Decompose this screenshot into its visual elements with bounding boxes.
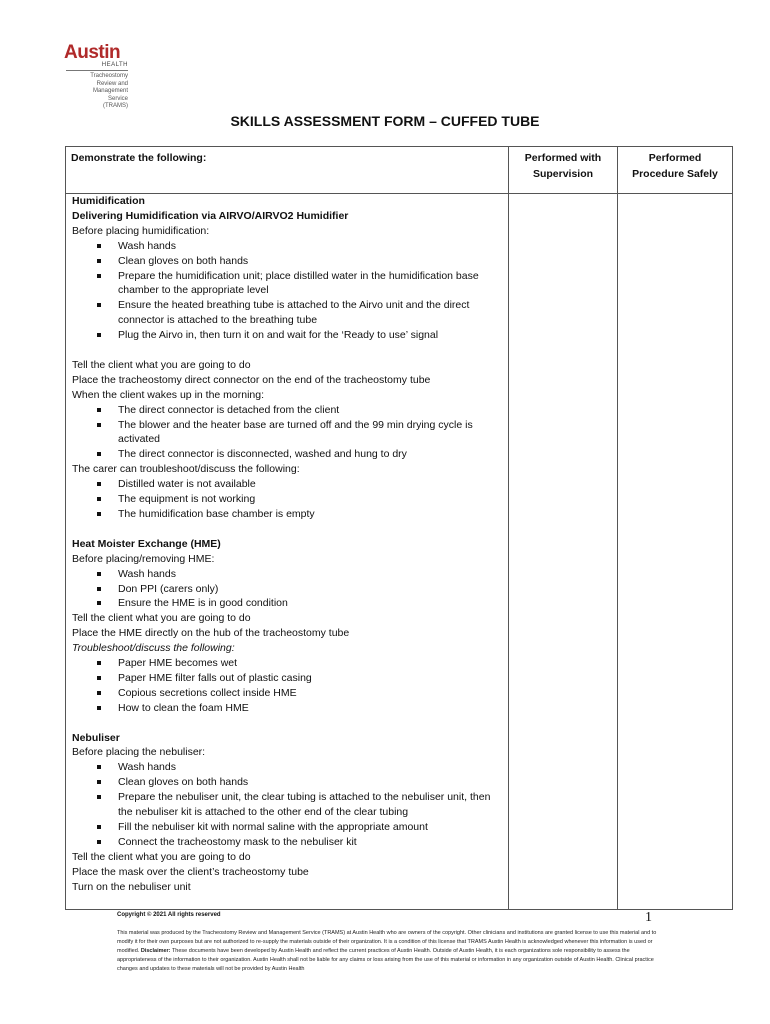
instruction-text: Turn on the nebuliser unit (72, 880, 191, 893)
logo-health-label: HEALTH (101, 62, 128, 68)
list-item: The equipment is not working (118, 492, 504, 507)
list-item: Wash hands (118, 567, 504, 582)
skills-list (72, 194, 504, 895)
bullet-list (72, 656, 504, 716)
logo-wordmark: Austin (64, 42, 121, 63)
list-item: Don PPI (carers only) (118, 582, 504, 597)
list-item: Ensure the HME is in good condition (118, 596, 504, 611)
instruction-text: Tell the client what you are going to do (72, 850, 251, 863)
logo-line: Tracheostomy (90, 73, 128, 79)
supervision-response-cell[interactable] (509, 194, 618, 910)
safely-response-cell[interactable] (618, 194, 733, 910)
list-item: The direct connector is disconnected, washed and hung to dry (118, 447, 504, 462)
list-item: Paper HME filter falls out of plastic casing (118, 671, 504, 686)
list-item: Plug the Airvo in, then turn it on and wait for the ‘Ready to use’ signal (118, 328, 504, 343)
disclaimer-label: Disclaimer: (140, 948, 171, 954)
section-heading-humidification: Humidification (72, 195, 145, 207)
footer-disclaimer (117, 929, 657, 974)
table-header-row (66, 147, 733, 194)
bullet-list (72, 567, 504, 612)
list-item: Wash hands (118, 239, 504, 254)
header-performed-safely: Performed Procedure Safely (618, 147, 733, 194)
list-item: The direct connector is detached from the client (118, 403, 504, 418)
logo-line: (TRAMS) (103, 103, 128, 109)
instruction-text: Tell the client what you are going to do (72, 358, 251, 371)
header-performed-with-supervision: Performed with Supervision (509, 147, 618, 194)
list-item: Prepare the nebuliser unit, the clear tubing is attached to the nebuliser unit, then the nebuliser kit is attached to the other end of the clear tubing (118, 790, 504, 820)
subheading-airvo: Delivering Humidification via AIRVO/AIRVO2 Humidifier (72, 209, 349, 222)
instruction-text: Place the mask over the client’s tracheostomy tube (72, 865, 309, 878)
instruction-text: Place the tracheostomy direct connector on the end of the tracheostomy tube (72, 373, 431, 386)
header-demonstrate: Demonstrate the following: (66, 147, 509, 194)
list-item: The blower and the heater base are turned off and the 99 min drying cycle is activated (118, 418, 504, 448)
list-item: Clean gloves on both hands (118, 775, 504, 790)
instruction-text: Before placing/removing HME: (72, 552, 215, 565)
instruction-text: Before placing the nebuliser: (72, 746, 206, 759)
bullet-list (72, 760, 504, 849)
instruction-text: Place the HME directly on the hub of the tracheostomy tube (72, 627, 350, 640)
logo-line: Review and (96, 80, 128, 87)
bullet-list (72, 239, 504, 343)
austin-health-logo (64, 44, 134, 111)
instruction-text: When the client wakes up in the morning: (72, 388, 265, 401)
page-number: 1 (645, 910, 652, 925)
list-item: Prepare the humidification unit; place distilled water in the humidification base chamber to the appropriate level (118, 269, 504, 299)
logo-line: Management (92, 88, 128, 94)
logo-divider (66, 70, 128, 71)
skills-content-cell (66, 194, 509, 910)
list-item: Fill the nebuliser kit with normal saline with the appropriate amount (118, 820, 504, 835)
disclaimer-text: These documents have been developed by Austin Health and reflect the current practices of Austin Health. Outside of Austin Health, it is each organizations sole responsibility to assess the appropriateness of the information to their organization. Austin Health shall not be liable for any claims or loss arising from the use of this material or information in any organization outside of Austin Health. Clinical practice changes and updates to these materials will not be provided by Austin Health (117, 948, 654, 972)
list-item: Wash hands (118, 760, 504, 775)
bullet-list (72, 477, 504, 522)
bullet-list (72, 403, 504, 463)
list-item: Copious secretions collect inside HME (118, 686, 504, 701)
section-heading-nebuliser: Nebuliser (72, 731, 120, 744)
instruction-text: Troubleshoot/discuss the following: (72, 642, 235, 655)
list-item: Clean gloves on both hands (118, 254, 504, 269)
section-heading-hme: Heat Moister Exchange (HME) (72, 537, 221, 550)
list-item: Distilled water is not available (118, 477, 504, 492)
disclaimer-text: This material was produced by the Tracheostomy Review and Management Service (TRAMS) at Austin Health who are owners of the copyright. Other clinicians and institutions are granted license to use this material and to modify it for their own purposes but are not authorized to re-supply the materials outside of their organization. It is a condition of this license that TRAMS Austin Health is acknowledged whenever this information is used or modified. (117, 930, 657, 954)
assessment-table (65, 146, 733, 910)
instruction-text: Tell the client what you are going to do (72, 612, 251, 625)
logo-service-name (64, 73, 128, 111)
instruction-text: Before placing humidification: (72, 224, 210, 237)
logo-line: Service (107, 95, 128, 102)
instruction-text: The carer can troubleshoot/discuss the following: (72, 463, 300, 476)
list-item: The humidification base chamber is empty (118, 507, 504, 522)
copyright-notice: Copyright © 2021 All rights reserved (117, 912, 221, 918)
page-title: SKILLS ASSESSMENT FORM – CUFFED TUBE (230, 113, 540, 129)
list-item: How to clean the foam HME (118, 701, 504, 716)
list-item: Paper HME becomes wet (118, 656, 504, 671)
table-row (66, 194, 733, 910)
list-item: Connect the tracheostomy mask to the nebuliser kit (118, 835, 504, 850)
list-item: Ensure the heated breathing tube is attached to the Airvo unit and the direct connector is attached to the breathing tube (118, 298, 504, 328)
